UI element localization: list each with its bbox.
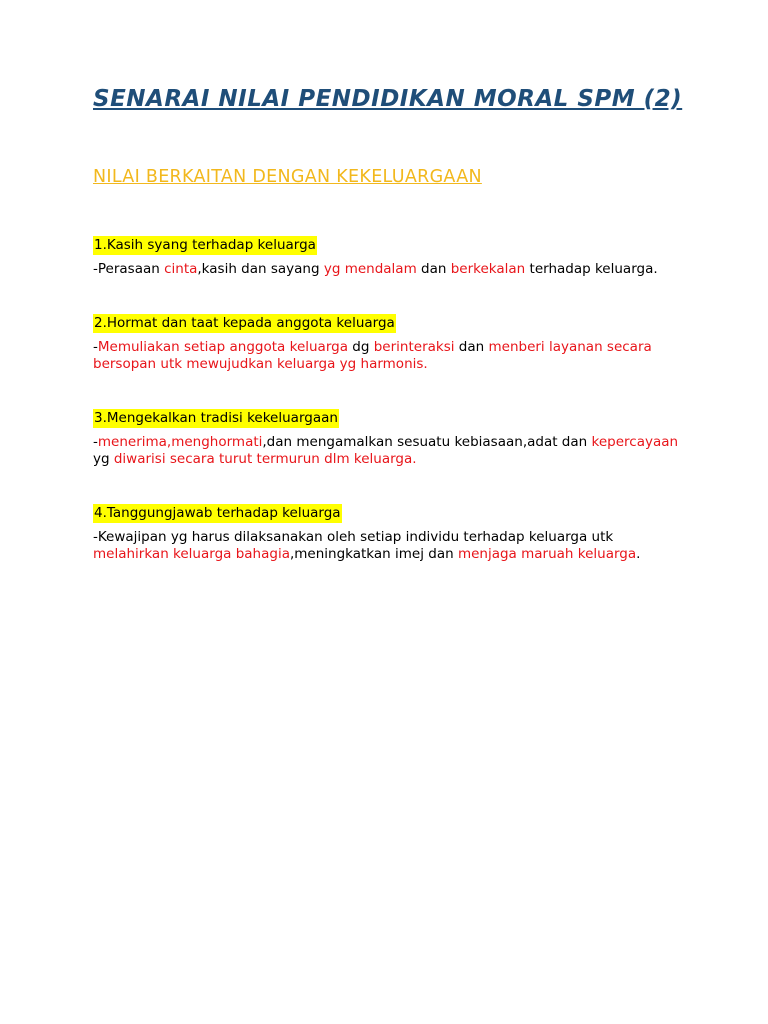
desc-text: - [93,434,98,450]
value-item-description [93,339,693,373]
value-item-description [93,434,693,468]
desc-emphasis: cinta [164,261,198,277]
value-item-1 [93,236,693,278]
desc-text: ,meningkatkan imej dan [289,546,458,562]
desc-text: -Perasaan [93,261,165,277]
value-item-3 [93,409,693,468]
desc-text: . [636,546,641,562]
desc-text: - [93,339,98,355]
desc-emphasis: yg mendalam [323,261,417,277]
value-item-title: 4.Tanggungjawab terhadap keluarga [94,505,341,521]
desc-text: yg [93,451,114,467]
desc-emphasis: Memuliakan setiap anggota keluarga [97,339,348,355]
value-item-title: 1.Kasih syang terhadap keluarga [94,237,316,253]
desc-emphasis: diwarisi secara turut termurun dlm keluarga. [113,451,417,467]
section-heading: NILAI BERKAITAN DENGAN KEKELUARGAAN [93,167,482,187]
value-item-description [93,529,693,563]
desc-text: dan [454,339,489,355]
desc-emphasis: melahirkan keluarga bahagia [93,546,290,562]
desc-text: -Kewajipan yg harus dilaksanakan oleh setiap individu terhadap keluarga utk [93,529,614,545]
desc-text: ,kasih dan sayang [197,261,324,277]
desc-emphasis: berkekalan [450,261,526,277]
desc-text: dg [348,339,374,355]
desc-text: ,dan mengamalkan sesuatu kebiasaan,adat dan [262,434,592,450]
document-body [93,84,693,563]
document-title: SENARAI NILAI PENDIDIKAN MORAL SPM (2) [93,86,683,112]
desc-text: dan [416,261,451,277]
value-item-4 [93,504,693,563]
value-item-title: 3.Mengekalkan tradisi kekeluargaan [94,410,338,426]
value-item-title: 2.Hormat dan taat kepada anggota keluarga [94,315,395,331]
desc-emphasis: menerima,menghormati [97,434,263,450]
desc-text: terhadap keluarga. [525,261,658,277]
desc-emphasis: kepercayaan [591,434,679,450]
desc-emphasis: berinteraksi [373,339,455,355]
desc-emphasis: menberi layanan secara bersopan utk mewujudkan keluarga yg harmonis. [93,339,652,372]
value-item-2 [93,314,693,373]
desc-emphasis: menjaga maruah keluarga [457,546,637,562]
value-item-description [93,261,693,278]
